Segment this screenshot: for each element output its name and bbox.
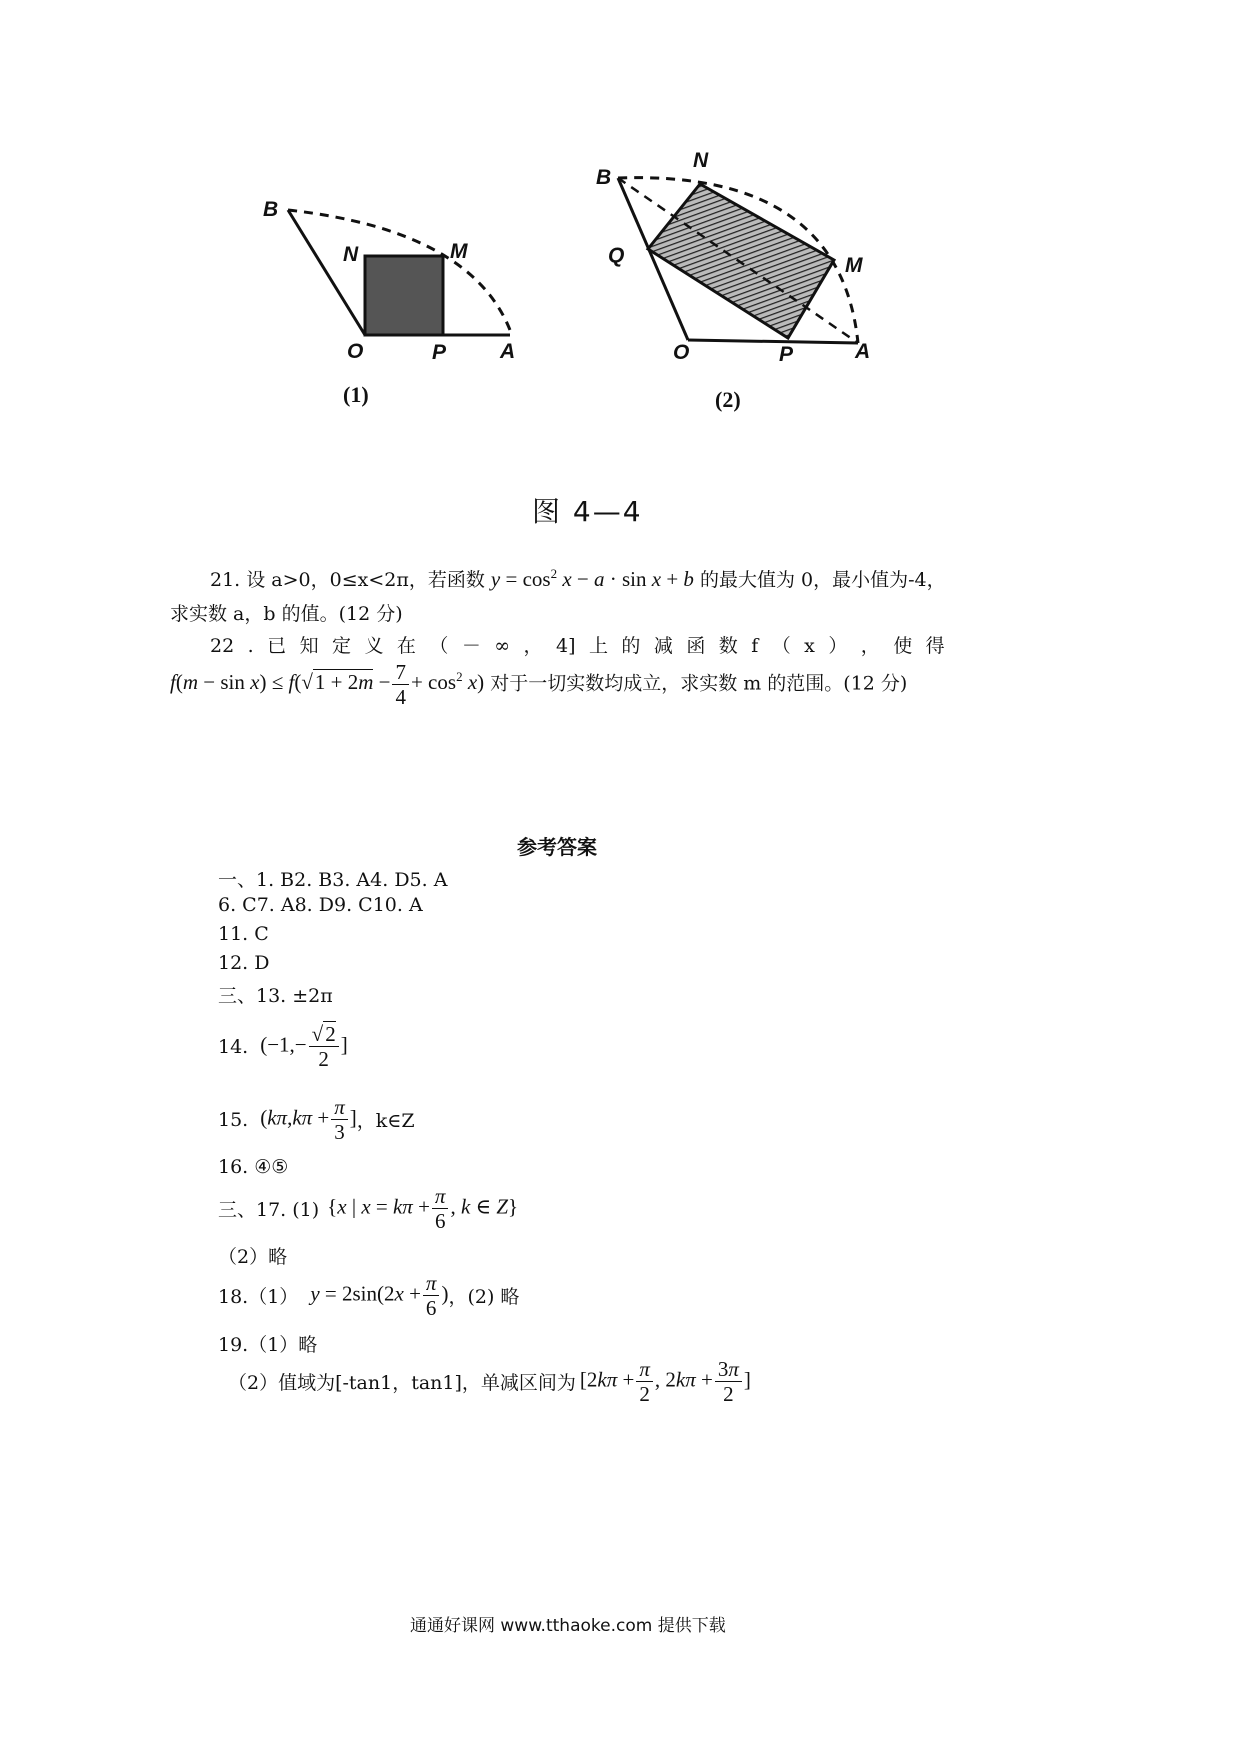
figure-1 <box>280 190 580 420</box>
q21-formula: $y = \cos^2 x - a \cdot \sin x + b$ <box>490 566 694 591</box>
answer-16: 16. ④⑤ <box>218 1156 289 1178</box>
answer-18: 18.（1） y = 2sin(2x + $\frac{\pi}{6}$ ) ，(2) 略 <box>218 1271 520 1320</box>
answer-line-3: 11. C <box>218 923 269 945</box>
q22-char: 减 <box>653 635 673 657</box>
q22-char: ， <box>523 635 543 657</box>
answer-15: 15. (kπ,kπ + $\frac{\pi}{3}$ ] ，k∈Z <box>218 1095 415 1144</box>
q22-char: 已 <box>267 635 287 657</box>
q22-char: 函 <box>686 635 706 657</box>
question-21-line1 <box>210 560 946 594</box>
label-n: N <box>693 149 709 172</box>
answer-17-label: 三、17. (1) <box>218 1199 320 1221</box>
q22-char: . <box>247 635 254 657</box>
q21-suffix: 的最大值为 0，最小值为-4， <box>699 569 946 591</box>
q22-char: 4] <box>556 635 576 657</box>
answer-19: 19.（1）略 <box>218 1334 318 1356</box>
q22-char: 使 <box>893 635 913 657</box>
q22-char: － <box>461 635 481 657</box>
footer-text: 通通好课网 www.tthaoke.com 提供下载 <box>410 1616 726 1636</box>
label-m: M <box>845 254 863 277</box>
q22-char: 数 <box>718 635 738 657</box>
answer-line-5: 三、13. ±2π <box>218 985 333 1007</box>
question-21-line2: 求实数 a，b 的值。(12 分) <box>170 603 403 625</box>
answer-15-tail: ，k∈Z <box>356 1110 415 1132</box>
answer-19b-label: （2）值域为[-tan1，tan1]，单减区间为 <box>228 1372 576 1394</box>
q22-char: ， <box>860 635 880 657</box>
answer-18-tail: ，(2) 略 <box>448 1286 520 1308</box>
answer-15-label: 15. <box>218 1108 249 1131</box>
q22-char: ） <box>828 635 848 657</box>
caption-2: (2) <box>715 387 741 412</box>
q22-char: x <box>804 635 815 657</box>
square-shaded <box>365 256 443 335</box>
label-p: P <box>432 341 447 364</box>
q22-char: 知 <box>299 635 319 657</box>
answer-line-1: 一、1. B2. B3. A4. D5. A <box>218 869 448 891</box>
answer-17: 三、17. (1) {x | x = kπ + $\frac{\pi}{6}$ , k ∈ Z} <box>218 1184 519 1233</box>
label-n: N <box>343 243 359 266</box>
question-22-line2 <box>170 660 907 709</box>
label-a: A <box>500 340 516 363</box>
question-22-line1 <box>210 632 945 660</box>
q22-char: 义 <box>364 635 384 657</box>
label-o: O <box>673 341 690 364</box>
q22-char: 在 <box>396 635 416 657</box>
label-b: B <box>596 166 612 189</box>
label-q: Q <box>608 244 625 267</box>
q22-char: （ <box>429 635 449 657</box>
label-a: A <box>855 340 871 363</box>
q21-prefix: 21. 设 a>0，0≤x<2π，若函数 <box>210 569 485 591</box>
answer-14-label: 14. <box>218 1035 249 1058</box>
answer-17b: （2）略 <box>218 1246 288 1268</box>
caption-1: (1) <box>343 382 369 407</box>
q22-char: ∞ <box>494 635 511 657</box>
label-m: M <box>450 240 468 263</box>
q22-char: 得 <box>925 635 945 657</box>
answer-line-2: 6. C7. A8. D9. C10. A <box>218 894 423 916</box>
q22-char: 22 <box>210 635 235 657</box>
q22-char: 定 <box>332 635 352 657</box>
answer-19b: （2）值域为[-tan1，tan1]，单减区间为 [2kπ + $\frac{\pi}{2}$ , 2kπ + $\frac{3\pi}{2}$ ] <box>228 1357 751 1406</box>
answer-18-label: 18.（1） <box>218 1286 299 1308</box>
answer-line-4: 12. D <box>218 952 270 974</box>
answers-title: 参考答案 <box>517 835 597 859</box>
q22-char: 的 <box>621 635 641 657</box>
q22-char: 上 <box>588 635 608 657</box>
label-p: P <box>779 343 794 366</box>
q22-char: f <box>751 635 759 657</box>
segment-ob <box>288 210 365 335</box>
segment-oa <box>688 340 858 343</box>
answer-14: 14. (−1,− $\frac{√2}{2}$ ] <box>218 1022 348 1071</box>
q22-suffix: 对于一切实数均成立，求实数 m 的范围。(12 分) <box>490 672 908 695</box>
label-o: O <box>347 340 364 363</box>
figure-title: 图 4—4 <box>532 495 643 528</box>
q22-char: （ <box>771 635 791 657</box>
label-b: B <box>263 198 279 221</box>
q22-formula: f(m − sin x) ≤ f(√1 + 2m − $\frac{7}{4}$ + $\cos^2 x$) <box>170 660 485 709</box>
